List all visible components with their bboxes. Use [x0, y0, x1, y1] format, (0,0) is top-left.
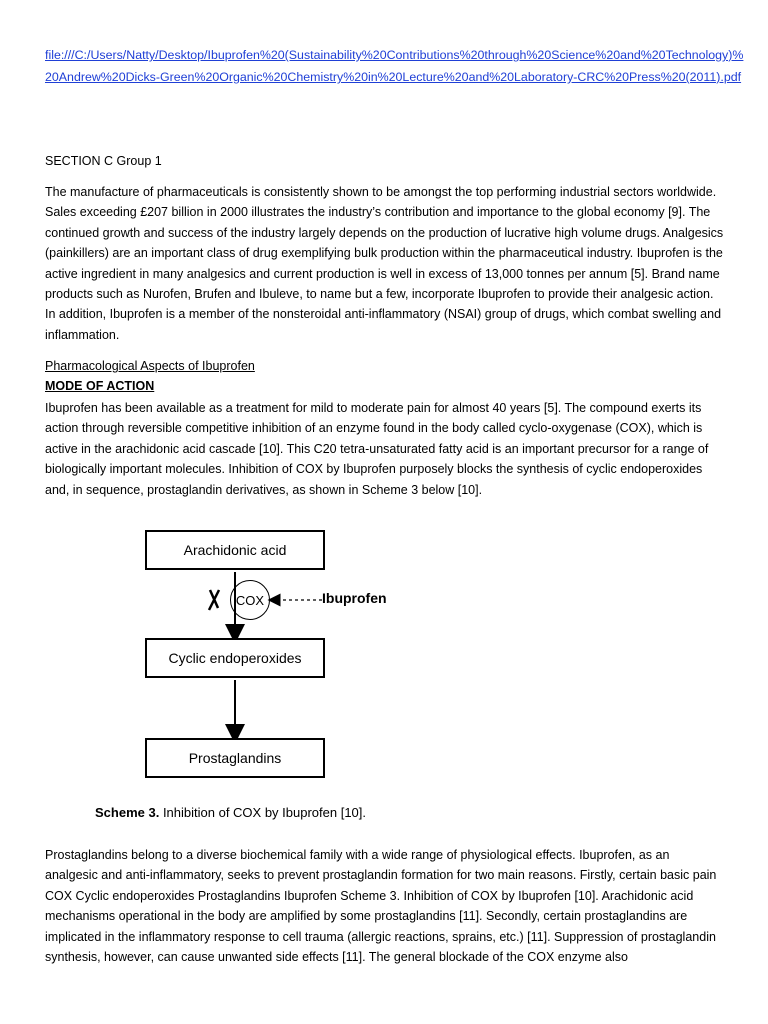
prostaglandins-paragraph: Prostaglandins belong to a diverse biochemical family with a wide range of physiological effects. Ibuprofen, as an analgesic and anti-inflammatory, seeks to prevent prostaglandin formation for two main reasons. Firstly, certain basic pain COX Cyclic endoperoxides Prostaglandins Ibuprofen Scheme 3. Inhibition of COX by Ibuprofen [10]. Arachidonic acid mechanisms operational in the body are amplified by some prostaglandins [11]. Secondly, certain prostaglandins are implicated in the inflammatory response to cell trauma (allergic reactions, sprains, etc.) [11]. Suppression of prostaglandin synthesis, however, can cause unwanted side effects [11]. The general blockade of the COX enzyme also — [45, 848, 717, 965]
scheme-caption: Scheme 3. Inhibition of COX by Ibuprofen [10]. — [95, 805, 367, 820]
arachidonic-acid-box: Arachidonic acid — [145, 530, 325, 570]
mode-of-action-paragraph: Ibuprofen has been available as a treatment for mild to moderate pain for almost 40 years [5]. The compound exerts its action through reversible competitive inhibition of an enzyme found in the body called cyclo-oxygenase (COX), which is active in the arachidonic acid cascade [10]. This C20 tetra-unsaturated fatty acid is an important precursor for a range of biologically important molecules. Inhibition of COX by Ibuprofen purposely blocks the synthesis of cyclic endoperoxides and, in sequence, prostaglandin derivatives, as shown in Scheme 3 below [10]. — [45, 401, 709, 497]
mode-of-action-heading: MODE OF ACTION — [45, 379, 155, 393]
block-mark-icon — [209, 590, 219, 610]
file-path-link[interactable]: file:///C:/Users/Natty/Desktop/Ibuprofen%20(Sustainability%20Contributions%20through%20Science%20and%20Technology)%20Andrew%20Dicks-Green%20Organic%20Chemistry%20in%20Lecture%20and%20Laboratory-CRC%20Press%20(2011).pdf — [45, 48, 744, 84]
intro-paragraph: The manufacture of pharmaceuticals is consistently shown to be amongst the top performing industrial sectors worldwide. Sales exceeding £207 billion in 2000 illustrates the industry’s contribution and importance to the global economy [9]. The continued growth and success of the industry largely depends on the production of lucrative high volume drugs. Analgesics (painkillers) are an important class of drug exemplifying bulk production within the pharmaceutical industry. Ibuprofen is the active ingredient in many analgesics and current production is well in excess of 13,000 tonnes per annum [5]. Brand name products such as Nurofen, Brufen and Ibuleve, to name but a few, incorporate Ibuprofen to provide their analgesic action. In addition, Ibuprofen is a member of the nonsteroidal anti-inflammatory (NSAI) group of drugs, which combat swelling and inflammation. — [45, 185, 724, 342]
prostaglandins-box: Prostaglandins — [145, 738, 325, 778]
scheme-diagram — [90, 520, 430, 830]
cox-enzyme-circle: COX — [230, 580, 270, 620]
pharmacological-heading: Pharmacological Aspects of Ibuprofen — [45, 359, 255, 373]
ibuprofen-label: Ibuprofen — [322, 590, 387, 606]
cyclic-endoperoxides-box: Cyclic endoperoxides — [145, 638, 325, 678]
section-title: SECTION C Group 1 — [45, 154, 162, 168]
